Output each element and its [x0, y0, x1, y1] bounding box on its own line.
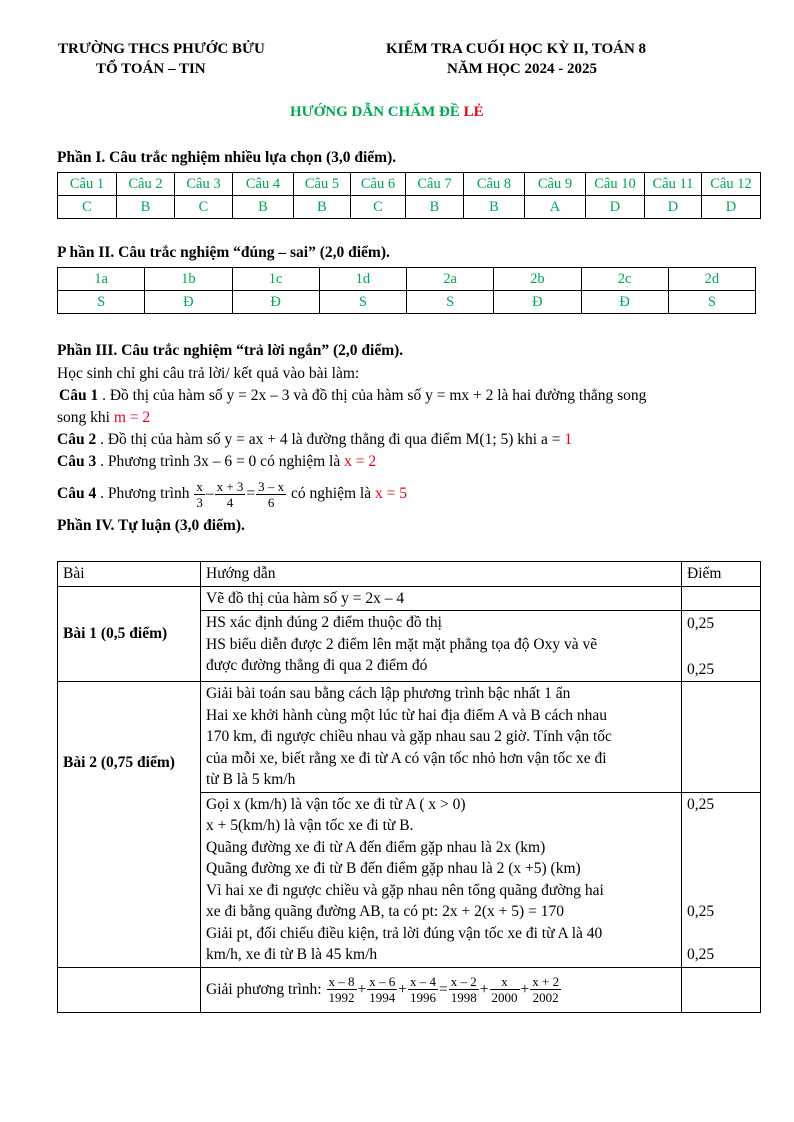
part1-a12: D [702, 196, 761, 219]
part2-answer-row [58, 291, 756, 314]
bai2-problem-line4: của mỗi xe, biết rằng xe đi từ A có vận tốc nhỏ hơn vận tốc xe đi [206, 749, 607, 767]
bai3-plus1: + [357, 980, 367, 998]
bai2-sol-line6: xe đi bằng quãng đường AB, ta có pt: 2x + 2(x + 5) = 170 [206, 903, 564, 920]
part1-q5: Câu 5 [294, 173, 351, 196]
col-diem: Điểm [682, 562, 761, 587]
bai1-task: Vẽ đồ thị của hàm số y = 2x – 4 [201, 586, 682, 611]
part3-q4-frac3: $\frac{3 - x}{6}$ [258, 478, 285, 510]
bai3-label [58, 967, 201, 1012]
bai3-equals: = [439, 980, 448, 998]
bai1-row-a [58, 586, 761, 611]
part1-a5: B [294, 196, 351, 219]
part1-q11: Câu 11 [645, 173, 702, 196]
bai2-problem-line2: Hai xe khởi hành cùng một lúc từ hai địa điểm A và B cách nhau [206, 706, 607, 724]
part3-q3-label: Câu 3 [57, 453, 97, 470]
part3-q2-answer: 1 [564, 431, 573, 448]
school-year: NĂM HỌC 2024 - 2025 [447, 61, 597, 77]
bai3-plus4: + [520, 980, 530, 998]
part1-a4: B [233, 196, 294, 219]
part2-q1a: 1a [58, 268, 145, 291]
part1-q1: Câu 1 [58, 173, 117, 196]
bai3-frac3: $\frac{x - 4}{1996}$ [410, 974, 436, 1006]
bai1-point1: 0,25 [687, 615, 715, 632]
part2-a2d: S [668, 291, 755, 314]
bai2-problem-points [682, 682, 761, 793]
part2-a2b: Đ [494, 291, 581, 314]
bai2-point2: 0,25 [687, 903, 715, 920]
part3-q4-frac1: $\frac{x}{3}$ [196, 478, 203, 510]
bai3-frac5: $\frac{x}{2000}$ [491, 974, 518, 1006]
exam-title: KIỂM TRA CUỐI HỌC KỲ II, TOÁN 8 [386, 41, 647, 57]
part1-heading: Phần I. Câu trắc nghiệm nhiều lựa chọn (3,0 điểm). [57, 149, 397, 166]
bai3-plus3: + [479, 980, 489, 998]
part3-q4-text: . Phương trình [96, 485, 194, 502]
bai2-sol-line8: km/h, xe đi từ B là 45 km/h [206, 946, 378, 963]
bai2-problem-line1: Giải bài toán sau bằng cách lập phương trình bậc nhất 1 ẩn [206, 685, 571, 702]
part1-q3: Câu 3 [175, 173, 233, 196]
page-title [290, 104, 484, 121]
part3-q2 [57, 430, 572, 450]
bai2-sol-line2: x + 5(km/h) là vận tốc xe đi từ B. [206, 817, 414, 834]
part3-q2-label: Câu 2 [57, 431, 97, 448]
bai3-frac4: $\frac{x - 2}{1998}$ [450, 974, 477, 1006]
part3-q3-text: . Phương trình 3x – 6 = 0 có nghiệm là [96, 453, 345, 470]
bai3-plus2: + [398, 980, 407, 998]
bai2-sol-line4: Quãng đường xe đi từ B đến điểm gặp nhau là 2 (x +5) (km) [206, 860, 581, 877]
part2-heading: P hần II. Câu trắc nghiệm “đúng – sai” (2,0 điểm). [57, 244, 390, 261]
col-huongdan: Hướng dẫn [201, 562, 682, 587]
part3-q4-tail: có nghiệm là [287, 485, 375, 502]
bai2-problem [201, 682, 682, 793]
part3-q1-label: Câu 1 [59, 387, 99, 404]
part1-q9: Câu 9 [525, 173, 586, 196]
part3-q4-answer: x = 5 [374, 485, 407, 502]
part2-a1b: Đ [145, 291, 232, 314]
part1-a8: B [464, 196, 525, 219]
part2-q2b: 2b [494, 268, 581, 291]
part2-q2a: 2a [407, 268, 494, 291]
part3-q1-text-b: song khi [57, 409, 114, 426]
part1-a11: D [645, 196, 702, 219]
part3-q2-text: . Đồ thị của hàm số y = ax + 4 là đường thẳng đi qua điểm M(1; 5) khi a = [96, 431, 565, 448]
part2-a2a: S [407, 291, 494, 314]
bai3-frac6: $\frac{x + 2}{2002}$ [532, 974, 560, 1006]
part2-a1d: S [319, 291, 406, 314]
part1-q6: Câu 6 [351, 173, 406, 196]
part1-q7: Câu 7 [406, 173, 464, 196]
bai2-sol-line1: Gọi x (km/h) là vận tốc xe đi từ A ( x > 0) [206, 795, 466, 813]
bai2-point3: 0,25 [687, 945, 715, 963]
part2-q1b: 1b [145, 268, 232, 291]
school-name: TRƯỜNG THCS PHƯỚC BỬU [58, 41, 265, 57]
bai3-points [682, 967, 761, 1012]
part3-q4 [57, 477, 407, 511]
department-name: TỔ TOÁN – TIN [96, 61, 206, 77]
bai2-points [682, 792, 761, 967]
part3-q4-minus: – [205, 485, 214, 502]
part3-q3 [57, 452, 376, 472]
part3-q4-frac2: $\frac{x + 3}{4}$ [216, 478, 244, 510]
part2-q1c: 1c [232, 268, 319, 291]
part2-q2c: 2c [581, 268, 668, 291]
bai2-solution [201, 792, 682, 967]
part3-q1-text: . Đồ thị của hàm số y = 2x – 3 và đồ thị của hàm số y = mx + 2 là hai đường thẳng song [98, 387, 647, 404]
bai2-row-a [58, 682, 761, 793]
bai2-point1: 0,25 [687, 795, 715, 813]
bai1-points [682, 611, 761, 682]
bai1-guide-line3: được đường thẳng đi qua 2 điểm đó [206, 657, 428, 674]
part2-a2c: Đ [581, 291, 668, 314]
part1-a2: B [117, 196, 175, 219]
bai2-label: Bài 2 (0,75 điểm) [58, 682, 201, 968]
part3-q1-line1 [59, 386, 646, 406]
part3-q4-equals: = [246, 485, 256, 502]
part2-q2d: 2d [668, 268, 755, 291]
bai1-point2: 0,25 [687, 660, 715, 678]
bai2-sol-line5: Vì hai xe đi ngược chiều và gặp nhau nên tổng quãng đường hai [206, 881, 604, 899]
page-title-main: HƯỚNG DẪN CHẤM ĐỀ [290, 104, 464, 120]
part1-q8: Câu 8 [464, 173, 525, 196]
bai3-row [58, 967, 761, 1012]
page-title-accent: LẺ [463, 104, 484, 120]
part1-answer-table [57, 172, 761, 219]
part1-question-row [58, 173, 761, 196]
part3-q1-line2 [57, 408, 150, 428]
part1-q2: Câu 2 [117, 173, 175, 196]
bai2-sol-line3: Quãng đường xe đi từ A đến điểm gặp nhau là 2x (km) [206, 838, 546, 856]
part1-a1: C [58, 196, 117, 219]
bai3-equation [201, 967, 682, 1012]
part1-a7: B [406, 196, 464, 219]
part2-question-row [58, 268, 756, 291]
bai2-problem-line3: 170 km, đi ngược chiều nhau và gặp nhau sau 2 giờ. Tính vận tốc [206, 728, 612, 745]
part4-table [57, 561, 761, 1013]
part1-a9: A [525, 196, 586, 219]
part1-q10: Câu 10 [586, 173, 645, 196]
bai2-problem-line5: từ B là 5 km/h [206, 771, 296, 788]
part3-q4-label: Câu 4 [57, 485, 97, 502]
part1-a10: D [586, 196, 645, 219]
bai1-label: Bài 1 (0,5 điểm) [58, 586, 201, 682]
part1-q4: Câu 4 [233, 173, 294, 196]
bai2-sol-line7: Giải pt, đối chiếu điều kiện, trả lời đúng vận tốc xe đi từ A là 40 [206, 924, 603, 942]
part1-a3: C [175, 196, 233, 219]
part2-q1d: 1d [319, 268, 406, 291]
part1-a6: C [351, 196, 406, 219]
part2-a1c: Đ [232, 291, 319, 314]
col-bai: Bài [58, 562, 201, 587]
bai1-guide-line1: HS xác định đúng 2 điểm thuộc đồ thị [206, 614, 442, 631]
bai3-frac1: $\frac{x - 8}{1992}$ [328, 974, 355, 1006]
part3-heading: Phần III. Câu trắc nghiệm “trả lời ngắn” (2,0 điểm). [57, 342, 404, 359]
part1-answer-row [58, 196, 761, 219]
part4-header-row [58, 562, 761, 587]
bai3-frac2: $\frac{x - 6}{1994}$ [369, 974, 396, 1006]
bai1-guide-line2: HS biểu diễn được 2 điểm lên mặt mặt phẳng tọa độ Oxy và vẽ [206, 635, 598, 653]
part3-intro: Học sinh chỉ ghi câu trả lời/ kết quả vào bài làm: [57, 365, 360, 382]
part1-q12: Câu 12 [702, 173, 761, 196]
part2-a1a: S [58, 291, 145, 314]
part3-q1-answer: m = 2 [113, 409, 151, 426]
part3-q3-answer: x = 2 [344, 453, 377, 470]
bai1-guide [201, 611, 682, 682]
part4-heading: Phần IV. Tự luận (3,0 điểm). [57, 517, 245, 534]
part2-answer-table [57, 267, 756, 314]
bai3-text: Giải phương trình: [206, 980, 326, 998]
bai1-task-points [682, 586, 761, 611]
